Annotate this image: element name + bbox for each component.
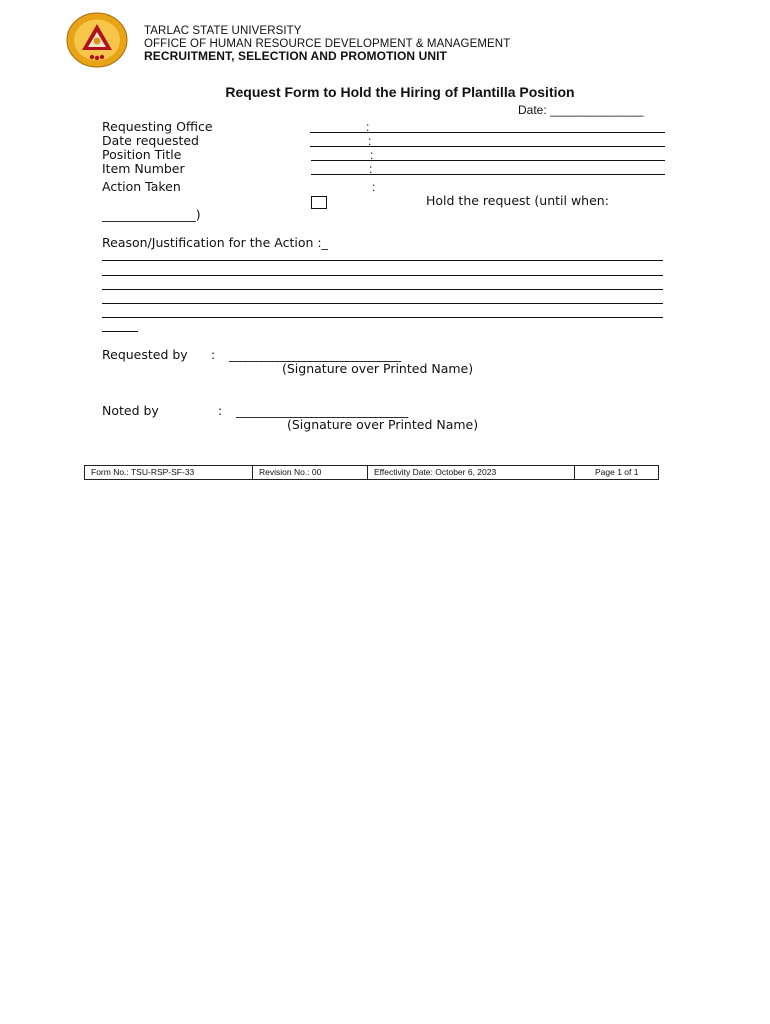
reason-line-3[interactable] (102, 289, 663, 290)
noted-by-colon: : (218, 403, 223, 418)
requesting-office-input-line[interactable] (310, 132, 665, 133)
requesting-office-colon: : (366, 120, 370, 134)
reason-line-2[interactable] (102, 275, 663, 276)
date-field: Date: ______________ (518, 103, 644, 117)
item-number-label: Item Number (102, 161, 185, 176)
effectivity-date: Effectivity Date: October 6, 2023 (368, 466, 575, 479)
position-title-colon: : (370, 148, 374, 162)
reason-label: Reason/Justification for the Action :_ (102, 235, 328, 250)
reason-line-1[interactable] (102, 260, 663, 261)
unit-name: RECRUITMENT, SELECTION AND PROMOTION UNIT (144, 49, 447, 63)
position-title-input-line[interactable] (311, 160, 665, 161)
requested-by-label: Requested by (102, 347, 188, 362)
hold-until-line[interactable]: _______________) (102, 207, 201, 222)
date-requested-colon: : (368, 134, 372, 148)
noted-by-signature-caption: (Signature over Printed Name) (287, 417, 479, 432)
hold-request-label: Hold the request (until when: (426, 193, 609, 208)
hold-request-checkbox[interactable] (311, 196, 327, 209)
position-title-label: Position Title (102, 147, 182, 162)
form-title: Request Form to Hold the Hiring of Plantilla Position (225, 84, 575, 100)
form-footer (84, 465, 659, 480)
reason-line-4[interactable] (102, 303, 663, 304)
reason-line-5[interactable] (102, 317, 663, 318)
reason-line-6[interactable] (102, 331, 138, 332)
university-name: TARLAC STATE UNIVERSITY (144, 25, 302, 37)
requested-by-signature-line[interactable]: ________________________________ (229, 347, 401, 362)
form-number: Form No.: TSU-RSP-SF-33 (85, 466, 253, 479)
revision-number: Revision No.: 00 (253, 466, 368, 479)
date-requested-input-line[interactable] (310, 146, 665, 147)
noted-by-signature-line[interactable]: ________________________________ (236, 403, 408, 418)
action-taken-label: Action Taken (102, 179, 181, 194)
requesting-office-label: Requesting Office (102, 119, 213, 134)
page-number: Page 1 of 1 (595, 467, 639, 477)
item-number-colon: : (369, 162, 373, 176)
noted-by-label: Noted by (102, 403, 159, 418)
requested-by-signature-caption: (Signature over Printed Name) (282, 361, 474, 376)
office-name: OFFICE OF HUMAN RESOURCE DEVELOPMENT & MANAGEMENT (144, 38, 511, 50)
date-requested-label: Date requested (102, 133, 199, 148)
requested-by-colon: : (211, 347, 216, 362)
item-number-input-line[interactable] (311, 174, 665, 175)
university-seal-icon (66, 12, 128, 68)
action-taken-colon: : (372, 180, 376, 194)
